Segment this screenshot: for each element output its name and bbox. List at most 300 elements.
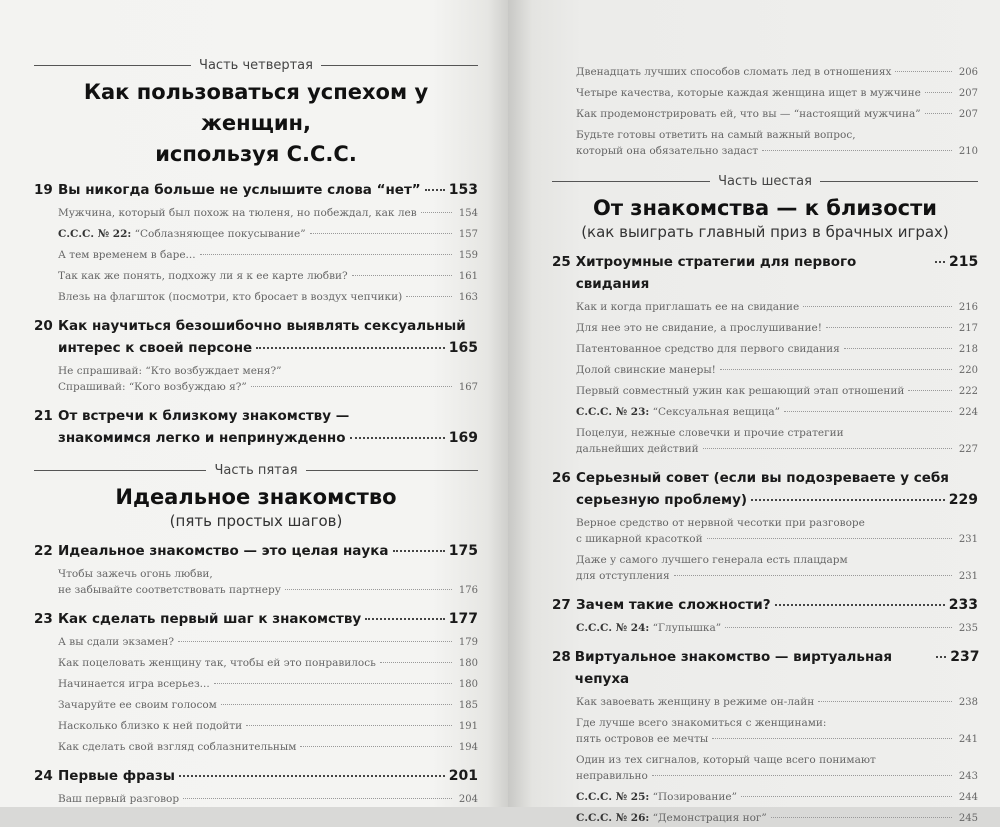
- entry-line: [576, 515, 978, 531]
- page-number: 185: [458, 700, 478, 711]
- entry-title: [576, 552, 848, 568]
- right-page: [508, 0, 1000, 824]
- entry-line: [576, 810, 978, 827]
- entry-line: [34, 427, 478, 449]
- entry-title: [576, 694, 814, 710]
- entry-title: [576, 362, 716, 378]
- entry-line: [576, 362, 978, 379]
- dot-leader: [380, 662, 452, 663]
- dot-leader: [251, 386, 452, 387]
- dot-leader: [775, 604, 945, 606]
- entry-line: [58, 379, 478, 396]
- page-number: 215: [949, 254, 979, 270]
- dot-leader: [300, 746, 452, 747]
- entry-line: [576, 85, 978, 102]
- entry-title: [576, 127, 856, 143]
- chapter-number: 23: [34, 611, 53, 627]
- entry-line: [576, 127, 978, 143]
- entry-title: [58, 226, 306, 242]
- entry-title: [576, 620, 721, 636]
- page-number: 163: [458, 292, 478, 303]
- chapter-number: 19: [34, 182, 53, 198]
- entry-line: [58, 634, 478, 651]
- dot-leader: [406, 296, 452, 297]
- dot-leader: [741, 796, 952, 797]
- part-title: Идеальное знакомство: [115, 485, 397, 509]
- entry-line: [576, 694, 978, 711]
- entry-line: [576, 404, 978, 421]
- dot-leader: [674, 575, 952, 576]
- entry-title: [58, 268, 348, 284]
- entry-title: [58, 608, 361, 630]
- entry-text: Серьезный совет (если вы подозреваете у себя: [576, 470, 949, 486]
- chapter-entry[interactable]: [552, 646, 978, 690]
- entry-text: Как сделать свой взгляд соблазнительным: [58, 741, 297, 753]
- divider-line: [552, 181, 710, 182]
- entry-title: [576, 251, 931, 295]
- page-number: 218: [958, 344, 978, 355]
- page-number: 235: [958, 623, 978, 634]
- part-heading: [552, 174, 978, 189]
- page-number: 201: [448, 768, 478, 784]
- section-entry[interactable]: [552, 320, 978, 337]
- page-number: 229: [948, 492, 978, 508]
- page-number: 204: [458, 794, 478, 805]
- page-number: 177: [448, 611, 478, 627]
- entry-line: [552, 489, 978, 511]
- page-number: 231: [958, 534, 978, 545]
- page-number: 224: [958, 407, 978, 418]
- entry-text: “Глупышка”: [652, 622, 722, 634]
- dot-leader: [720, 369, 952, 370]
- entry-line: [576, 789, 978, 806]
- entry-line: [552, 594, 978, 616]
- entry-title: [58, 676, 210, 692]
- entry-title: [58, 765, 175, 787]
- css-label: С.С.С. № 24:: [576, 622, 650, 634]
- entry-text: Как сделать первый шаг к знакомству: [58, 611, 362, 627]
- entry-title: [576, 594, 771, 616]
- section-entry[interactable]: [552, 620, 978, 637]
- entry-title: [58, 427, 346, 449]
- entry-text: Не спрашивай: “Кто возбуждает меня?”: [58, 365, 282, 377]
- page-number: 220: [958, 365, 978, 376]
- entry-title: [58, 634, 174, 650]
- part-heading: [34, 58, 478, 73]
- part-title: Как пользоваться успехом у женщин,: [83, 80, 429, 135]
- entry-title: [58, 697, 217, 713]
- entry-text: серьезную проблему): [576, 492, 748, 508]
- page-number: 241: [958, 734, 978, 745]
- dot-leader: [350, 437, 445, 439]
- entry-title: [58, 791, 179, 807]
- dot-leader: [393, 550, 445, 552]
- dot-leader: [652, 775, 952, 776]
- section-entry[interactable]: [34, 363, 478, 396]
- page-number: 222: [958, 386, 978, 397]
- page-number: 180: [458, 658, 478, 669]
- section-entry[interactable]: [552, 127, 978, 160]
- entry-text: Двенадцать лучших способов сломать лед в отношениях: [576, 66, 892, 78]
- entry-text: с шикарной красоткой: [576, 533, 703, 545]
- entry-line: [58, 205, 478, 222]
- page-number: 161: [458, 271, 478, 282]
- section-entry[interactable]: [552, 299, 978, 316]
- page-number: 210: [958, 146, 978, 157]
- section-entry[interactable]: [552, 383, 978, 400]
- entry-title: [58, 179, 421, 201]
- entry-line: [576, 383, 978, 400]
- entry-text: “Соблазняющее покусывание”: [134, 228, 306, 240]
- chapter-entry[interactable]: [34, 608, 478, 630]
- entry-text: Вы никогда больше не услышите слова “нет”: [58, 182, 421, 198]
- chapter-entry[interactable]: [552, 467, 978, 511]
- entry-title: [576, 810, 767, 826]
- dot-leader: [221, 704, 452, 705]
- page-number: 175: [448, 543, 478, 559]
- page-number: 244: [958, 792, 978, 803]
- entry-title: [576, 64, 891, 80]
- entry-text: “Демонстрация ног”: [652, 812, 767, 824]
- part-label: Часть пятая: [214, 463, 298, 478]
- section-entry[interactable]: [552, 715, 978, 748]
- entry-line: [34, 179, 478, 201]
- dot-leader: [908, 390, 952, 391]
- entry-text: Мужчина, который был похож на тюленя, но побеждал, как лев: [58, 207, 417, 219]
- page-number: 207: [958, 109, 978, 120]
- entry-title: [58, 337, 252, 359]
- entry-line: [552, 251, 978, 295]
- page-number: 165: [448, 340, 478, 356]
- entry-text: интерес к своей персоне: [58, 340, 253, 356]
- entry-title: [58, 739, 296, 755]
- entry-text: Будьте готовы ответить на самый важный вопрос,: [576, 129, 856, 141]
- entry-line: [34, 540, 478, 562]
- entry-title: [576, 85, 921, 101]
- part-label: Часть четвертая: [199, 58, 313, 73]
- section-entry[interactable]: [552, 515, 978, 548]
- entry-text: Так как же понять, подхожу ли я к ее карте любви?: [58, 270, 348, 282]
- entry-text: Чтобы зажечь огонь любви,: [58, 568, 213, 580]
- entry-text: Один из тех сигналов, который чаще всего понимают: [576, 754, 876, 766]
- dot-leader: [365, 618, 445, 620]
- entry-title: [575, 646, 932, 690]
- entry-title: [576, 425, 844, 441]
- entry-title: [58, 205, 417, 221]
- entry-line: [576, 752, 978, 768]
- section-entry[interactable]: [552, 404, 978, 421]
- section-entry[interactable]: [552, 64, 978, 81]
- entry-text: Первые фразы: [58, 768, 175, 784]
- entry-line: [576, 620, 978, 637]
- dot-leader: [826, 327, 952, 328]
- entry-title: [58, 655, 376, 671]
- section-entry[interactable]: [34, 226, 478, 243]
- page-number: 191: [458, 721, 478, 732]
- entry-line: [576, 106, 978, 123]
- section-entry[interactable]: [34, 718, 478, 735]
- part-title: От знакомства — к близости: [592, 196, 938, 220]
- entry-line: [34, 315, 478, 337]
- section-entry[interactable]: [552, 85, 978, 102]
- entry-line: [58, 268, 478, 285]
- dot-leader: [183, 798, 452, 799]
- entry-line: [576, 552, 978, 568]
- page-number: 237: [950, 649, 980, 665]
- entry-text: А вы сдали экзамен?: [58, 636, 174, 648]
- entry-line: [34, 337, 478, 359]
- page-number: 245: [958, 813, 978, 824]
- divider-line: [820, 181, 978, 182]
- entry-text: Идеальное знакомство — это целая наука: [58, 543, 389, 559]
- entry-text: От встречи к близкому знакомству —: [58, 408, 350, 424]
- entry-title: [58, 582, 281, 598]
- entry-title: [576, 489, 747, 511]
- dot-leader: [844, 348, 952, 349]
- section-entry[interactable]: [552, 425, 978, 458]
- entry-text: “Сексуальная вещица”: [652, 406, 780, 418]
- entry-text: Как и когда приглашать ее на свидание: [576, 301, 800, 313]
- section-entry[interactable]: [34, 268, 478, 285]
- chapter-number: 26: [552, 470, 571, 486]
- page-number: 206: [958, 67, 978, 78]
- entry-title: [58, 405, 349, 427]
- dot-leader: [925, 113, 952, 114]
- dot-leader: [200, 254, 452, 255]
- entry-title: [576, 715, 826, 731]
- dot-leader: [179, 775, 445, 777]
- entry-title: [58, 566, 213, 582]
- section-entry[interactable]: [34, 289, 478, 306]
- entry-line: [576, 143, 978, 160]
- left-page: [0, 0, 508, 807]
- entry-title: [576, 404, 780, 420]
- css-label: С.С.С. № 26:: [576, 812, 650, 824]
- dot-leader: [725, 627, 952, 628]
- section-entry[interactable]: [552, 106, 978, 123]
- entry-title: [576, 789, 737, 805]
- dot-leader: [352, 275, 452, 276]
- dot-leader: [425, 189, 445, 191]
- chapter-number: 27: [552, 597, 571, 613]
- chapter-number: 20: [34, 318, 53, 334]
- entry-line: [34, 765, 478, 787]
- entry-line: [58, 363, 478, 379]
- entry-text: знакомимся легко и непринужденно: [58, 430, 346, 446]
- entry-line: [58, 566, 478, 582]
- section-entry[interactable]: [552, 341, 978, 358]
- entry-text: Как продемонстрировать ей, что вы — “настоящий мужчина”: [576, 108, 921, 120]
- dot-leader: [935, 261, 945, 263]
- page-number: 227: [958, 444, 978, 455]
- dot-leader: [703, 448, 952, 449]
- entry-title: [576, 299, 799, 315]
- entry-title: [58, 289, 402, 305]
- entry-text: дальнейших действий: [576, 443, 699, 455]
- section-entry[interactable]: [34, 566, 478, 599]
- dot-leader: [784, 411, 952, 412]
- page-number: 194: [458, 742, 478, 753]
- entry-title: [576, 531, 703, 547]
- chapter-entry[interactable]: [34, 405, 478, 449]
- page-number: 216: [958, 302, 978, 313]
- page-number: 153: [448, 182, 478, 198]
- entry-title: [58, 315, 466, 337]
- css-label: С.С.С. № 22:: [58, 228, 132, 240]
- entry-title: [576, 441, 699, 457]
- chapter-number: 21: [34, 408, 53, 424]
- section-entry[interactable]: [552, 789, 978, 806]
- chapter-entry[interactable]: [34, 179, 478, 201]
- entry-text: Верное средство от нервной чесотки при разговоре: [576, 517, 865, 529]
- entry-text: Долой свинские манеры!: [576, 364, 716, 376]
- entry-line: [58, 226, 478, 243]
- chapter-number: 24: [34, 768, 53, 784]
- entry-line: [576, 715, 978, 731]
- page-number: 231: [958, 571, 978, 582]
- dot-leader: [285, 589, 452, 590]
- section-entry[interactable]: [552, 694, 978, 711]
- part-label: Часть шестая: [718, 174, 812, 189]
- chapter-number: 22: [34, 543, 53, 559]
- section-entry[interactable]: [34, 676, 478, 693]
- entry-title: [58, 540, 389, 562]
- section-entry[interactable]: [552, 362, 978, 379]
- entry-text: Где лучше всего знакомиться с женщинами:: [576, 717, 827, 729]
- css-label: С.С.С. № 23:: [576, 406, 650, 418]
- dot-leader: [895, 71, 952, 72]
- chapter-entry[interactable]: [34, 765, 478, 787]
- entry-text: Спрашивай: “Кого возбуждаю я?”: [58, 381, 247, 393]
- section-entry[interactable]: [552, 752, 978, 785]
- dot-leader: [936, 656, 946, 658]
- entry-line: [34, 405, 478, 427]
- dot-leader: [707, 538, 952, 539]
- entry-line: [58, 247, 478, 264]
- chapter-entry[interactable]: [34, 315, 478, 359]
- entry-line: [576, 341, 978, 358]
- entry-line: [576, 320, 978, 337]
- part-title: используя С.С.С.: [155, 142, 357, 166]
- section-entry[interactable]: [34, 205, 478, 222]
- page-number: 169: [448, 430, 478, 446]
- section-entry[interactable]: [34, 634, 478, 651]
- section-entry[interactable]: [34, 655, 478, 672]
- entry-text: Зачаруйте ее своим голосом: [58, 699, 217, 711]
- dot-leader: [762, 150, 952, 151]
- dot-leader: [818, 701, 952, 702]
- dot-leader: [771, 817, 952, 818]
- entry-title: [576, 568, 670, 584]
- entry-line: [58, 676, 478, 693]
- entry-text: неправильно: [576, 770, 648, 782]
- entry-title: [576, 106, 921, 122]
- entry-title: [576, 515, 865, 531]
- entry-text: “Позирование”: [652, 791, 737, 803]
- entry-line: [576, 441, 978, 458]
- entry-line: [576, 731, 978, 748]
- page-number: 243: [958, 771, 978, 782]
- entry-text: Как научиться безошибочно выявлять сексуальный: [58, 318, 466, 334]
- entry-text: для отступления: [576, 570, 670, 582]
- entry-line: [58, 739, 478, 756]
- divider-line: [321, 65, 478, 66]
- part-subtitle: (пять простых шагов): [169, 512, 343, 530]
- entry-text: Виртуальное знакомство — виртуальная чепуха: [574, 649, 893, 687]
- section-entry[interactable]: [34, 739, 478, 756]
- entry-text: Ваш первый разговор: [58, 793, 180, 805]
- divider-line: [34, 470, 206, 471]
- entry-title: [576, 320, 822, 336]
- dot-leader: [178, 641, 452, 642]
- entry-text: Как поцеловать женщину так, чтобы ей это понравилось: [58, 657, 376, 669]
- section-entry[interactable]: [552, 552, 978, 585]
- chapter-entry[interactable]: [552, 594, 978, 616]
- dot-leader: [214, 683, 452, 684]
- entry-title: [58, 379, 247, 395]
- chapter-entry[interactable]: [34, 540, 478, 562]
- entry-line: [576, 299, 978, 316]
- entry-line: [34, 608, 478, 630]
- entry-title: [576, 143, 758, 159]
- divider-line: [34, 65, 191, 66]
- entry-text: Начинается игра всерьез...: [58, 678, 210, 690]
- dot-leader: [925, 92, 952, 93]
- part-subtitle: (как выиграть главный приз в брачных играх): [581, 223, 949, 241]
- dot-leader: [256, 347, 445, 349]
- entry-line: [576, 568, 978, 585]
- page-number: 180: [458, 679, 478, 690]
- entry-text: Влезь на флагшток (посмотри, кто бросает в воздух чепчики): [58, 291, 403, 303]
- page-number: 238: [958, 697, 978, 708]
- page-number: 179: [458, 637, 478, 648]
- entry-text: Как завоевать женщину в режиме он-лайн: [576, 696, 815, 708]
- entry-text: не забывайте соответствовать партнеру: [58, 584, 281, 596]
- section-entry[interactable]: [34, 247, 478, 264]
- entry-title: [58, 718, 242, 734]
- entry-text: Хитроумные стратегии для первого свидания: [575, 254, 857, 292]
- entry-text: Патентованное средство для первого свидания: [576, 343, 840, 355]
- entry-text: Четыре качества, которые каждая женщина ищет в мужчине: [576, 87, 921, 99]
- entry-line: [576, 768, 978, 785]
- section-entry[interactable]: [552, 810, 978, 827]
- entry-text: который она обязательно задаст: [576, 145, 759, 157]
- entry-title: [576, 467, 949, 489]
- section-entry[interactable]: [34, 791, 478, 808]
- entry-title: [576, 383, 904, 399]
- entry-title: [576, 768, 648, 784]
- entry-line: [58, 791, 478, 808]
- page-number: 167: [458, 382, 478, 393]
- dot-leader: [712, 738, 952, 739]
- entry-line: [576, 531, 978, 548]
- page-number: 154: [458, 208, 478, 219]
- entry-line: [576, 64, 978, 81]
- entry-line: [58, 582, 478, 599]
- entry-line: [552, 646, 978, 690]
- entry-text: пять островов ее мечты: [576, 733, 709, 745]
- dot-leader: [310, 233, 452, 234]
- entry-line: [576, 425, 978, 441]
- chapter-entry[interactable]: [552, 251, 978, 295]
- entry-text: Поцелуи, нежные словечки и прочие стратегии: [576, 427, 844, 439]
- section-entry[interactable]: [34, 697, 478, 714]
- page-number: 233: [948, 597, 978, 613]
- dot-leader: [803, 306, 952, 307]
- entry-text: Первый совместный ужин как решающий этап отношений: [576, 385, 905, 397]
- entry-title: [576, 731, 708, 747]
- dot-leader: [421, 212, 452, 213]
